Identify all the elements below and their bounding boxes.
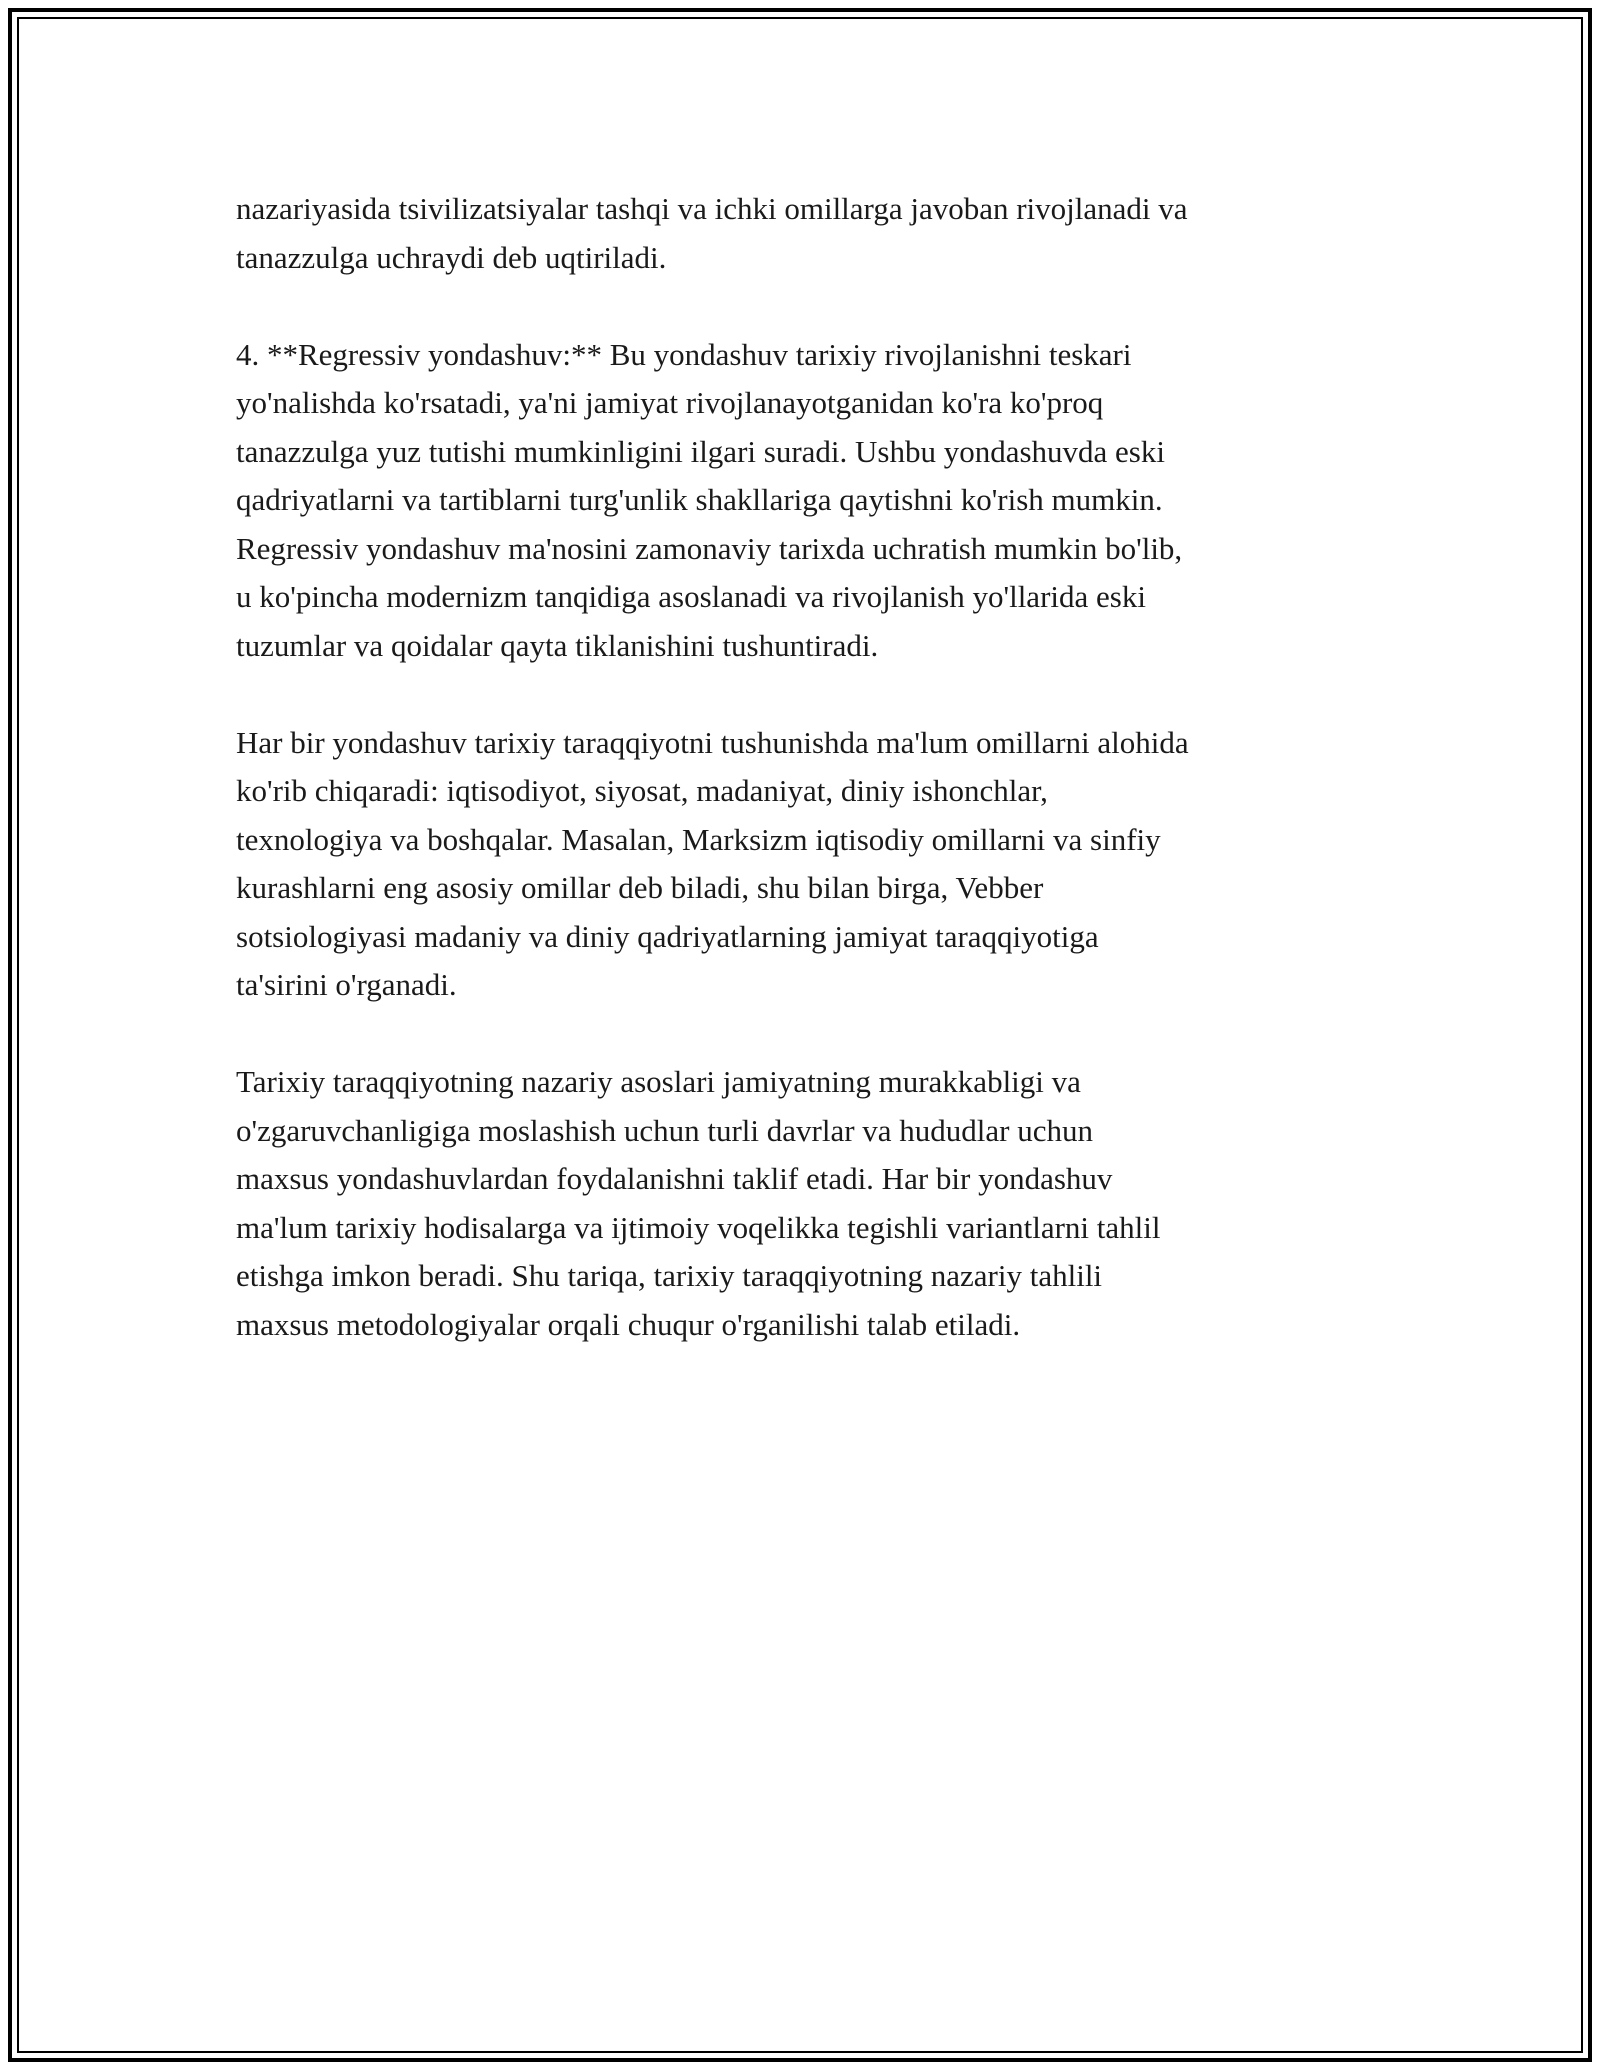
text-line: qadriyatlarni va tartiblarni turg'unlik shakllariga qaytishni ko'rish mumkin. — [236, 482, 1163, 517]
text-line: maxsus yondashuvlardan foydalanishni taklif etadi. Har bir yondashuv — [236, 1161, 1113, 1196]
paragraph-factors — [236, 719, 1376, 1010]
paragraph-civilization-intro — [236, 185, 1376, 282]
text-line: 4. **Regressiv yondashuv:** Bu yondashuv tarixiy rivojlanishni teskari — [236, 336, 1132, 372]
text-line: Tarixiy taraqqiyotning nazariy asoslari jamiyatning murakkabligi va — [236, 1064, 1081, 1099]
text-line: ko'rib chiqaradi: iqtisodiyot, siyosat, madaniyat, diniy ishonchlar, — [236, 773, 1048, 808]
text-line: u ko'pincha modernizm tanqidiga asoslanadi va rivojlanish yo'llarida eski — [236, 579, 1146, 614]
text-line: kurashlarni eng asosiy omillar deb biladi, shu bilan birga, Vebber — [236, 870, 1044, 905]
text-line: texnologiya va boshqalar. Masalan, Marksizm iqtisodiy omillarni va sinfiy — [236, 821, 1161, 857]
text-line: ta'sirini o'rganadi. — [236, 967, 457, 1002]
text-line: maxsus metodologiyalar orqali chuqur o'rganilishi talab etiladi. — [236, 1306, 1021, 1342]
text-line: tanazzulga uchraydi deb uqtiriladi. — [236, 239, 667, 275]
text-line: yo'nalishda ko'rsatadi, ya'ni jamiyat rivojlanayotganidan ko'ra ko'proq — [236, 385, 1104, 420]
text-line: tanazzulga yuz tutishi mumkinligini ilgari suradi. Ushbu yondashuvda eski — [236, 433, 1165, 469]
document-body — [236, 185, 1376, 1398]
paragraph-regressive-approach — [236, 331, 1376, 671]
text-line: nazariyasida tsivilizatsiyalar tashqi va ichki omillarga javoban rivojlanadi va — [236, 191, 1188, 226]
text-line: o'zgaruvchanligiga moslashish uchun turli davrlar va hududlar uchun — [236, 1112, 1093, 1148]
text-line: Regressiv yondashuv ma'nosini zamonaviy tarixda uchratish mumkin bo'lib, — [236, 530, 1183, 566]
text-line: ma'lum tarixiy hodisalarga va ijtimoiy voqelikka tegishli variantlarni tahlil — [236, 1209, 1161, 1245]
paragraph-conclusion — [236, 1058, 1376, 1349]
text-line: tuzumlar va qoidalar qayta tiklanishini tushuntiradi. — [236, 627, 879, 663]
text-line: sotsiologiyasi madaniy va diniy qadriyatlarning jamiyat taraqqiyotiga — [236, 918, 1099, 954]
text-line: Har bir yondashuv tarixiy taraqqiyotni tushunishda ma'lum omillarni alohida — [236, 724, 1189, 760]
text-line: etishga imkon beradi. Shu tariqa, tarixiy taraqqiyotning nazariy tahlili — [236, 1258, 1103, 1293]
